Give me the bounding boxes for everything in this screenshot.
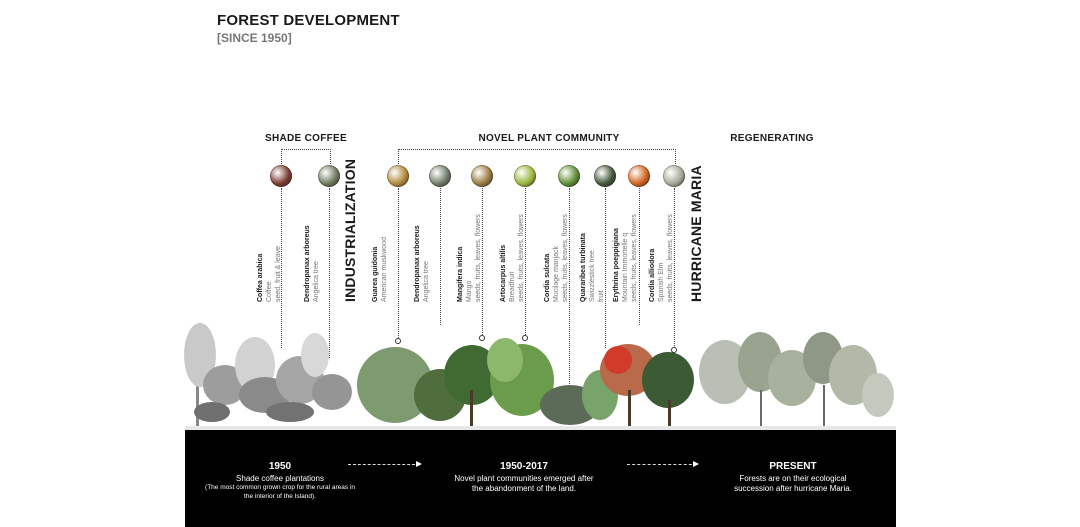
timeline-arrow-1: [348, 464, 420, 465]
species-label-dendropanax-1: [303, 225, 321, 302]
species-thumb-coffea: [270, 165, 292, 187]
species-thumb-quararibea: [594, 165, 616, 187]
species-uses: seeds, fruits, leaves, flowers: [475, 214, 482, 302]
species-common-name: Breadfruit: [509, 271, 516, 302]
species-thumb-dendropanax-2: [429, 165, 451, 187]
species-common-name: Mucilage manjack: [553, 245, 560, 302]
species-thumb-artocarpus: [514, 165, 536, 187]
period-year: PRESENT: [769, 461, 817, 472]
section-regenerating: REGENERATING: [730, 133, 814, 144]
species-thumb-cordia-sulcata: [558, 165, 580, 187]
species-common-name: Angelica tree: [313, 261, 320, 302]
novel-community-bracket: [398, 149, 676, 164]
period-description: Forests are on their ecological succession after hurricane Maria.: [734, 474, 852, 493]
species-thumb-erythrina: [628, 165, 650, 187]
species-uses: seeds, fruits, leaves, flowers: [562, 214, 569, 302]
period-description: Novel plant communities emerged after the abandonment of the land.: [454, 474, 594, 493]
species-name: Cordia alliodora: [649, 248, 656, 302]
period-year: 1950-2017: [500, 461, 548, 472]
species-common-name: Angelica tree: [423, 261, 430, 302]
species-label-guarea: [371, 237, 389, 302]
species-uses: seeds, fruits, leaves, flowers: [667, 214, 674, 302]
timeline-arrow-2: [627, 464, 697, 465]
species-label-artocarpus: [499, 214, 526, 302]
species-common-name: Coffee: [266, 281, 273, 302]
species-label-quararibea: [579, 233, 606, 302]
species-name: Dendropanax arboreus: [304, 225, 311, 302]
species-label-coffea: [256, 246, 283, 302]
species-label-erythrina: [612, 214, 639, 302]
section-shade-coffee: SHADE COFFEE: [265, 133, 347, 144]
shade-coffee-bracket: [281, 149, 331, 164]
species-name: Quararibea turbinata: [580, 233, 587, 302]
species-name: Guarea guidonia: [372, 246, 379, 302]
period-note: (The most common grown crop for the rural areas in the interior of the Island).: [205, 484, 355, 500]
species-common-name: Mango: [466, 280, 473, 302]
species-name: Coffea arabica: [257, 253, 264, 302]
species-common-name: Swizzlestick tree: [589, 250, 596, 302]
species-common-name: Spanish Elm: [658, 262, 665, 302]
species-name: Artocarpus altilis: [500, 244, 507, 302]
species-name: Cordia sulcata: [544, 253, 551, 302]
diagram-title: FOREST DEVELOPMENT: [217, 12, 400, 29]
species-common-name: Mountain Immortelle q: [622, 232, 629, 302]
species-thumb-dendropanax-1: [318, 165, 340, 187]
period-description: Shade coffee plantations: [236, 474, 324, 483]
regenerating-trees: [699, 332, 894, 430]
shade-coffee-trees: [184, 323, 352, 430]
species-uses: seeds, fruits, leaves, flowers: [518, 214, 525, 302]
event-industrialization: INDUSTRIALIZATION: [342, 158, 358, 302]
diagram-subtitle: [SINCE 1950]: [217, 31, 292, 45]
species-thumb-mangifera: [471, 165, 493, 187]
species-name: Erythrina poeppigiana: [613, 228, 620, 302]
species-common-name: American muskwood: [381, 237, 388, 302]
period-1950-2017: [452, 461, 597, 494]
species-label-dendropanax-2: [413, 225, 431, 302]
species-uses: fruit: [598, 290, 605, 302]
species-thumb-cordia-alliodora: [663, 165, 685, 187]
forest-illustration: [0, 300, 1080, 440]
period-year: 1950: [268, 461, 292, 472]
species-thumb-guarea: [387, 165, 409, 187]
species-uses: seed, fruit & leave: [275, 245, 282, 302]
period-1950: [205, 461, 355, 501]
species-name: Mangifera indica: [457, 246, 464, 302]
period-present: [723, 461, 863, 494]
species-label-cordia-sulcata: [543, 214, 570, 302]
event-hurricane-maria: HURRICANE MARIA: [688, 165, 704, 302]
section-novel-plant-community: NOVEL PLANT COMMUNITY: [478, 133, 620, 144]
species-label-cordia-alliodora: [648, 214, 675, 302]
species-uses: seeds, fruits, leaves, flowers: [631, 214, 638, 302]
species-name: Dendropanax arboreus: [414, 225, 421, 302]
novel-community-trees: [357, 338, 694, 430]
species-label-mangifera: [456, 214, 483, 302]
